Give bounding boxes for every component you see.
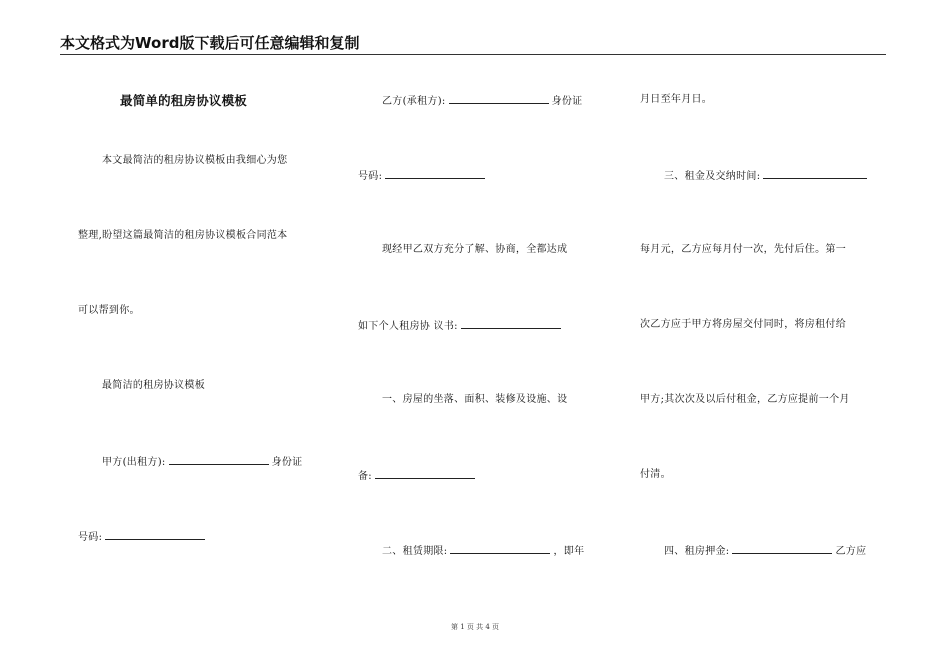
party-b-id-suffix: 身份证 [551, 96, 583, 107]
clause-2-suffix: ，即年 [553, 546, 585, 557]
clause-3-line-2: 次乙方应于甲方将房屋交付同时，将房租付给 [640, 319, 846, 330]
period-line: 月日至年月日。 [640, 94, 713, 105]
rent-time-blank [763, 168, 867, 179]
clause-3-label: 三、租金及交纳时间: [664, 171, 761, 182]
clause-4-label: 四、租房押金: [664, 546, 730, 557]
party-b-label: 乙方(承租方): [382, 96, 446, 107]
party-a-id-suffix: 身份证 [271, 457, 303, 468]
text-column-2 [358, 0, 614, 672]
party-b-id-label: 号码: [358, 171, 383, 182]
consensus-line-1: 现经甲乙双方充分了解、协商，全都达成 [382, 244, 568, 255]
clause-1-line-2 [358, 468, 478, 484]
party-a-id-blank [105, 529, 205, 540]
facilities-blank [375, 468, 475, 479]
clause-4-line [640, 543, 866, 559]
clause-1-line-1: 一、房屋的坐落、面积、装修及设施、设 [382, 394, 568, 405]
intro-line-3: 可以帮到你。 [78, 305, 140, 316]
party-b-id-line [358, 168, 488, 184]
lease-term-blank [450, 543, 550, 554]
clause-3-line-1: 每月元，乙方应每月付一次，先付后住。第一 [640, 244, 846, 255]
intro-line-1: 本文最简洁的租房协议模板由我细心为您 [102, 155, 288, 166]
party-b-line [358, 93, 582, 109]
page-number: 第 1 页 共 4 页 [450, 623, 500, 631]
party-a-label: 甲方(出租方): [102, 457, 166, 468]
party-a-line [78, 454, 302, 470]
document-title: 最简单的租房协议模板 [120, 93, 248, 108]
clause-3-line-3: 甲方;其次次及以后付租金，乙方应提前一个月 [640, 394, 850, 405]
clause-3-label-line [640, 168, 870, 184]
clause-1-line-2-text: 备: [358, 471, 372, 482]
text-column-3 [640, 0, 890, 672]
agreement-blank [461, 318, 561, 329]
party-b-id-blank [385, 168, 485, 179]
party-a-id-label: 号码: [78, 532, 103, 543]
clause-3-line-4: 付清。 [640, 469, 671, 480]
subtitle-line: 最简洁的租房协议模板 [102, 380, 205, 391]
clause-2-line [358, 543, 584, 559]
party-a-id-line [78, 529, 208, 545]
clause-2-label: 二、租赁期限: [382, 546, 448, 557]
text-column-1 [78, 0, 328, 672]
clause-4-suffix: 乙方应 [835, 546, 867, 557]
deposit-blank [732, 543, 832, 554]
header-banner: 本文格式为Word版下载后可任意编辑和复制 [60, 34, 360, 52]
intro-line-2: 整理,盼望这篇最简洁的租房协议模板合同范本 [78, 230, 288, 241]
party-a-name-blank [169, 454, 269, 465]
consensus-line-2 [358, 318, 564, 334]
consensus-line-2-text: 如下个人租房协 议书: [358, 321, 458, 332]
party-b-name-blank [449, 93, 549, 104]
